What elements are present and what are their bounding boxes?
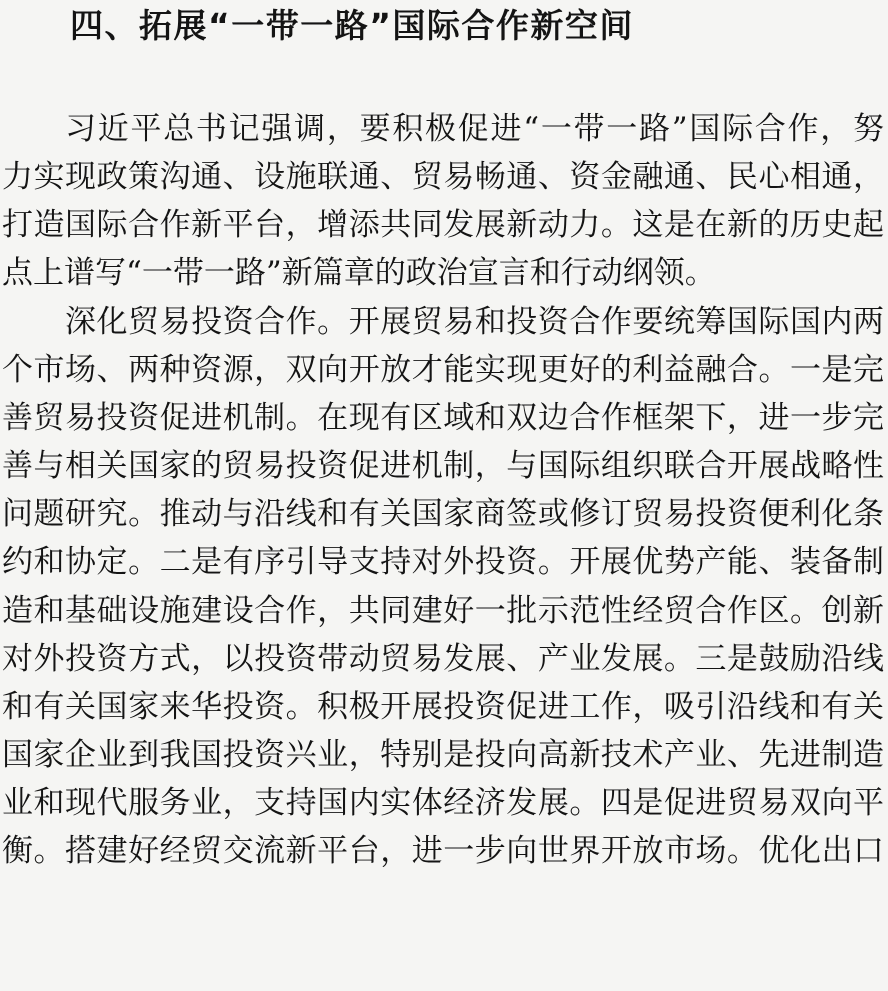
paragraph-line: 国家企业到我国投资兴业，特别是投向高新技术产业、先进制造 — [2, 737, 884, 773]
paragraph-line: 对外投资方式，以投资带动贸易发展、产业发展。三是鼓励沿线 — [2, 641, 884, 677]
paragraph-line: 善与相关国家的贸易投资促进机制，与国际组织联合开展战略性 — [2, 448, 884, 484]
paragraph-line: 习近平总书记强调，要积极促进“一带一路”国际合作，努 — [65, 111, 884, 147]
paragraph-line: 和有关国家来华投资。积极开展投资促进工作，吸引沿线和有关 — [2, 689, 884, 725]
paragraph-line: 善贸易投资促进机制。在现有区域和双边合作框架下，进一步完 — [2, 400, 884, 436]
paragraph-line: 问题研究。推动与沿线和有关国家商签或修订贸易投资便利化条 — [2, 496, 884, 532]
paragraph-line: 造和基础设施建设合作，共同建好一批示范性经贸合作区。创新 — [2, 593, 884, 629]
paragraph-line: 衡。搭建好经贸交流新平台，进一步向世界开放市场。优化出口 — [2, 833, 884, 869]
paragraph-line: 点上谱写“一带一路”新篇章的政治宣言和行动纲领。 — [2, 255, 716, 291]
paragraph-line: 约和协定。二是有序引导支持对外投资。开展优势产能、装备制 — [2, 544, 884, 580]
section-heading: 四、拓展“一带一路”国际合作新空间 — [70, 6, 634, 45]
paragraph-line: 打造国际合作新平台，增添共同发展新动力。这是在新的历史起 — [2, 207, 884, 243]
paragraph-line: 力实现政策沟通、设施联通、贸易畅通、资金融通、民心相通， — [2, 159, 884, 195]
paragraph-line: 业和现代服务业，支持国内实体经济发展。四是促进贸易双向平 — [2, 785, 884, 821]
paragraph-line: 个市场、两种资源，双向开放才能实现更好的利益融合。一是完 — [2, 352, 884, 388]
paragraph-line: 深化贸易投资合作。开展贸易和投资合作要统筹国际国内两 — [65, 304, 884, 340]
